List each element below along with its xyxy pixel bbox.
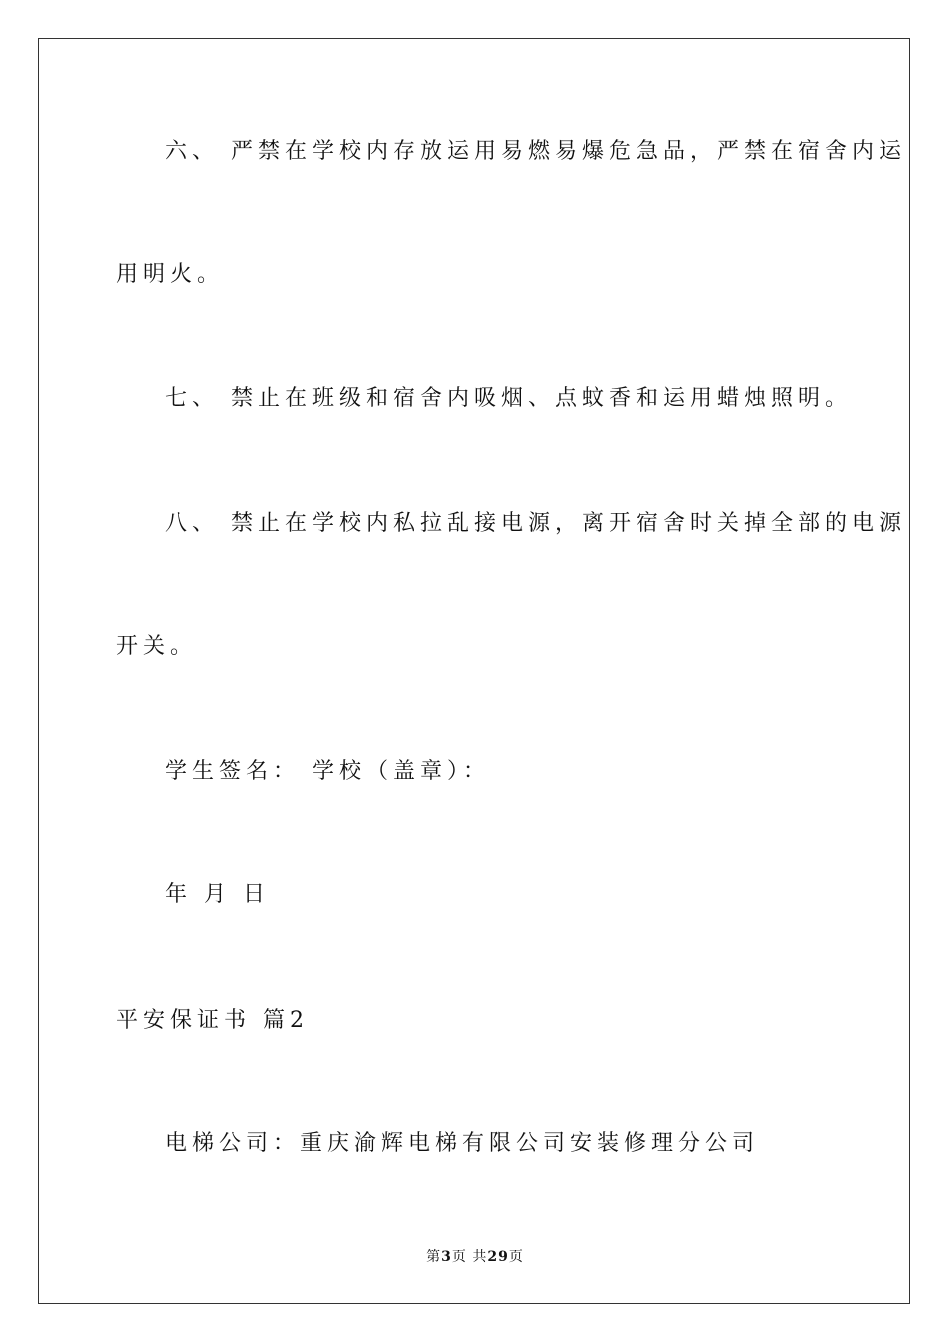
footer-suffix: 页 [508,1249,524,1265]
page-footer [0,1246,950,1266]
date-line: 年 月 日 [165,882,270,907]
clause-six-line-1: 六、 严禁在学校内存放运用易燃易爆危急品，严禁在宿舍内运 [165,139,906,164]
total-page-number: 29 [487,1249,509,1265]
footer-middle: 页 共 [451,1249,488,1265]
company-line: 电梯公司：重庆渝辉电梯有限公司安装修理分公司 [165,1131,760,1156]
signature-line: 学生签名： 学校（盖章）： [165,759,490,784]
current-page-number: 3 [441,1249,452,1265]
clause-eight-line-2: 开关。 [116,634,198,659]
clause-seven: 七、 禁止在班级和宿舍内吸烟、点蚊香和运用蜡烛照明。 [165,386,852,411]
section-heading: 平安保证书 篇2 [116,1008,309,1033]
footer-prefix: 第 [426,1249,442,1265]
page-frame [38,38,910,1304]
clause-six-line-2: 用明火。 [116,262,225,287]
clause-eight-line-1: 八、 禁止在学校内私拉乱接电源，离开宿舍时关掉全部的电源 [165,511,906,536]
